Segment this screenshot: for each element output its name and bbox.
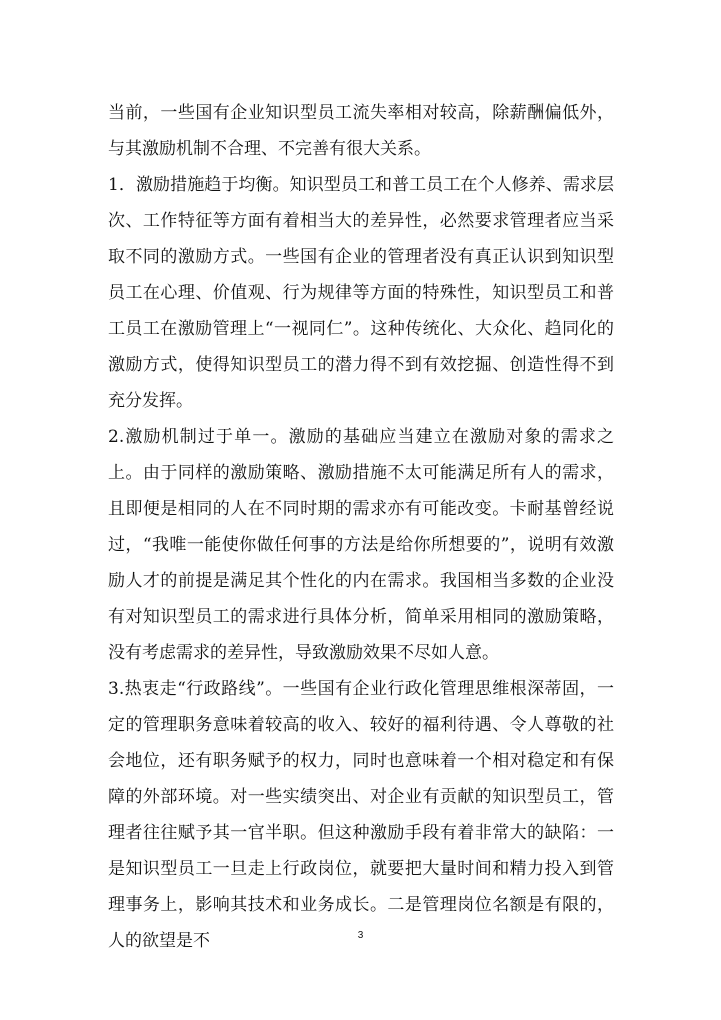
page-number: 3 (357, 930, 364, 941)
body-text (108, 95, 614, 959)
paragraph-point-2: 2.激励机制过于单一。激励的基础应当建立在激励对象的需求之上。由于同样的激励策略、激励措施不太可能满足所有人的需求，且即便是相同的人在不同时期的需求亦有可能改变。卡耐基曾经说过，“我唯一能使你做任何事的方法是给你所想要的”，说明有效激励人才的前提是满足其个性化的内在需求。我国相当多数的企业没有对知识型员工的需求进行具体分析，简单采用相同的激励策略，没有考虑需求的差异性，导致激励效果不尽如人意。 (108, 427, 614, 663)
paragraph-intro: 当前，一些国有企业知识型员工流失率相对较高，除薪酬偏低外，与其激励机制不合理、不完善有很大关系。 (108, 103, 614, 159)
paragraph-point-3: 3.热衷走“行政路线”。一些国有企业行政化管理思维根深蒂固，一定的管理职务意味着较高的收入、较好的福利待遇、令人尊敬的社会地位，还有职务赋予的权力，同时也意味着一个相对稳定和有保障的外部环境。对一些实绩突出、对企业有贡献的知识型员工，管理者往往赋予其一官半职。但这种激励手段有着非常大的缺陷：一是知识型员工一旦走上行政岗位，就要把大量时间和精力投入到管理事务上，影响其技术和业务成长。二是管理岗位名额是有限的，人的欲望是不 (108, 679, 614, 951)
paragraph-point-1: 1．激励措施趋于均衡。知识型员工和普工员工在个人修养、需求层次、工作特征等方面有着相当大的差异性，必然要求管理者应当采取不同的激励方式。一些国有企业的管理者没有真正认识到知识型员工在心理、价值观、行为规律等方面的特殊性，知识型员工和普工员工在激励管理上“一视同仁”。这种传统化、大众化、趋同化的激励方式，使得知识型员工的潜力得不到有效挖掘、创造性得不到充分发挥。 (108, 175, 614, 411)
